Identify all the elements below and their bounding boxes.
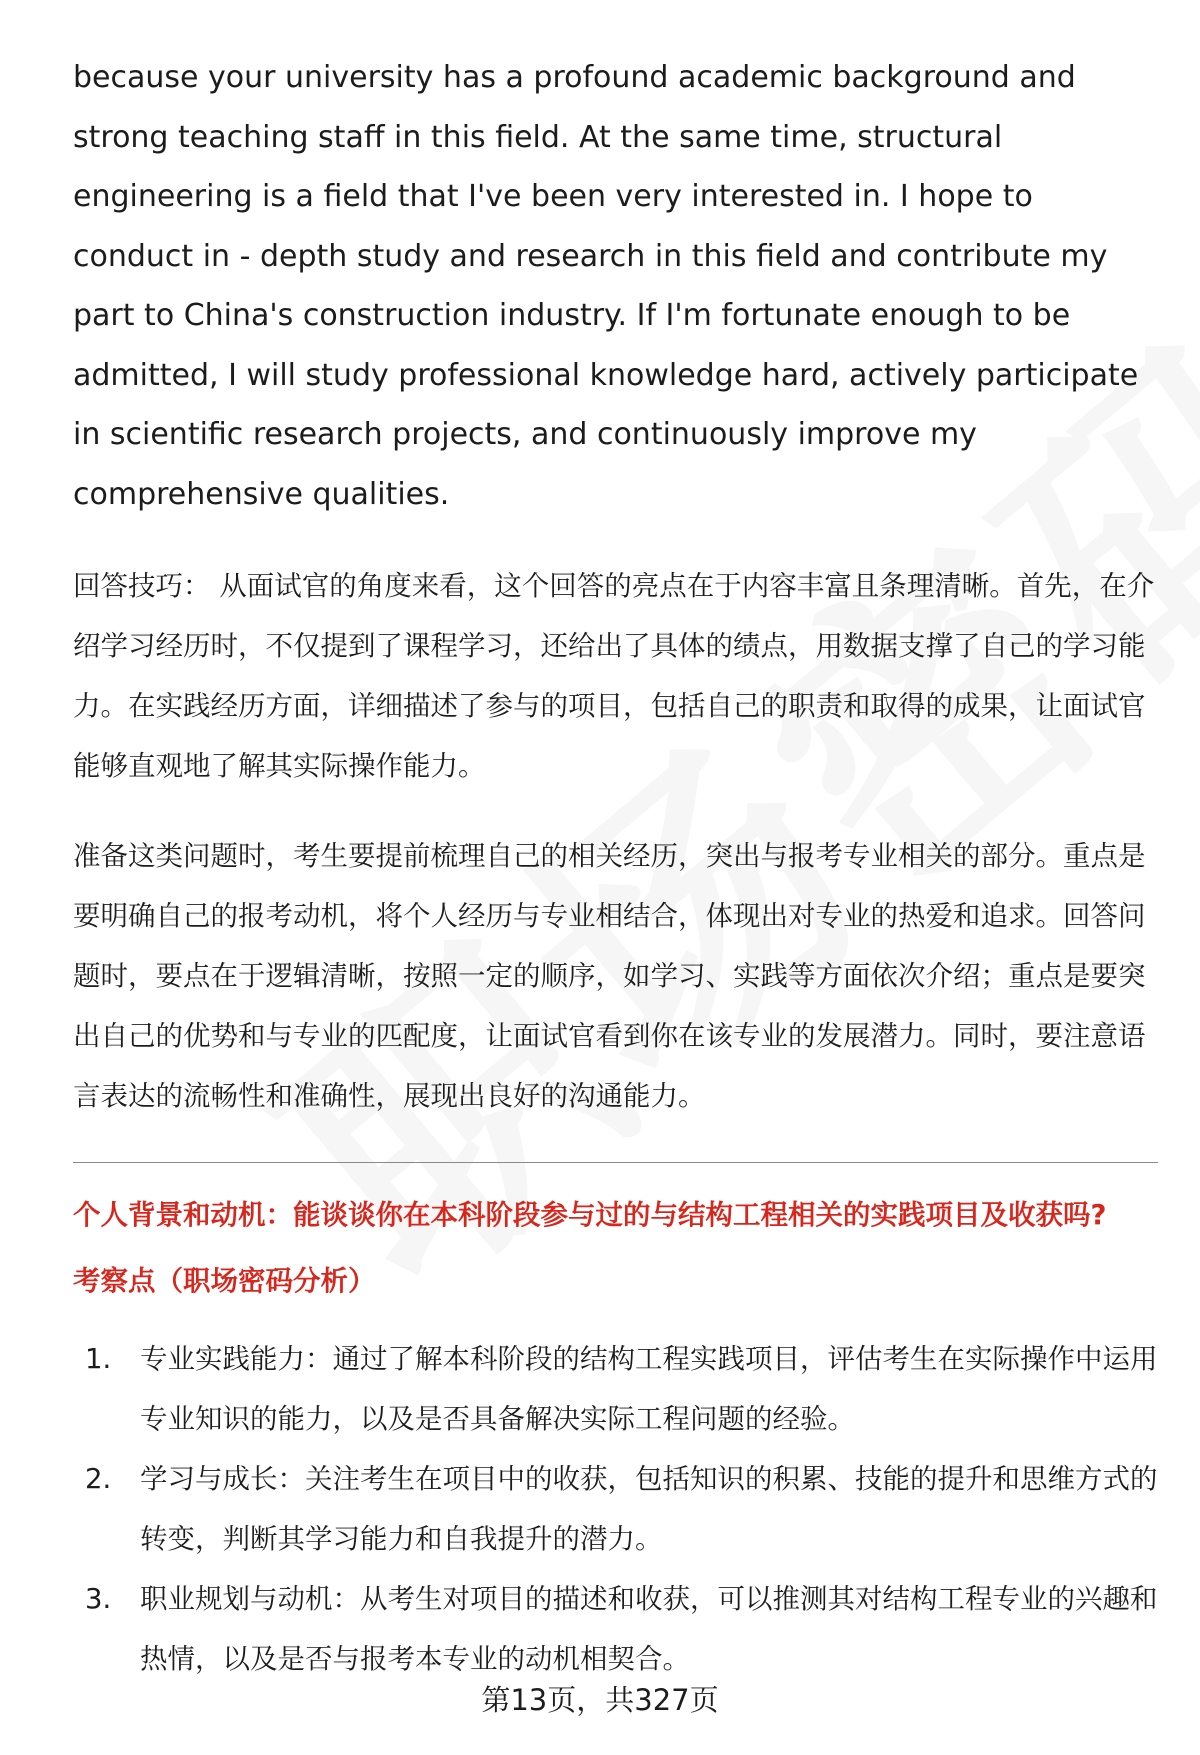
answer-tips-paragraph: 回答技巧： 从面试官的角度来看，这个回答的亮点在于内容丰富且条理清晰。首先，在介绍学习经历时，不仅提到了课程学习，还给出了具体的绩点，用数据支撑了自己的学习能力。在实践经历方面，详细描述了参与的项目，包括自己的职责和取得的成果，让面试官能够直观地了解其实际操作能力。 [73, 570, 1155, 782]
list-item [73, 1329, 1158, 1449]
list-item [73, 1449, 1158, 1569]
english-answer-paragraph: because your university has a profound academic background and strong teaching staff in this field. At the same time, structural engineering is a field that I've been very interested in. I hope to conduct in - depth study and research in this field and contribute my part to China's construction industry. If I'm fortunate enough to be admitted, I will study professional knowledge hard, actively participate in scientific research projects, and continuously improve my comprehensive qualities. [73, 60, 1139, 512]
list-item-number: 3. [85, 1583, 112, 1615]
preparation-advice-paragraph: 准备这类问题时，考生要提前梳理自己的相关经历，突出与报考专业相关的部分。重点是要明确自己的报考动机，将个人经历与专业相结合，体现出对专业的热爱和追求。回答问题时，要点在于逻辑清晰，按照一定的顺序，如学习、实践等方面依次介绍；重点是要突出自己的优势和与专业的匹配度，让面试官看到你在该专业的发展潜力。同时，要注意语言表达的流畅性和准确性，展现出良好的沟通能力。 [73, 840, 1146, 1112]
section-divider [73, 1162, 1158, 1163]
list-item-text: 专业实践能力：通过了解本科阶段的结构工程实践项目，评估考生在实际操作中运用专业知识的能力，以及是否具备解决实际工程问题的经验。 [140, 1343, 1158, 1435]
list-item-number: 1. [85, 1343, 112, 1375]
list-item-text: 职业规划与动机：从考生对项目的描述和收获，可以推测其对结构工程专业的兴趣和热情，以及是否与报考本专业的动机相契合。 [140, 1583, 1158, 1675]
question-heading: 个人背景和动机：能谈谈你在本科阶段参与过的与结构工程相关的实践项目及收获吗? [73, 1199, 1107, 1231]
list-item [73, 1569, 1158, 1689]
list-item-number: 2. [85, 1463, 112, 1495]
assessment-points-title: 考察点（职场密码分析） [73, 1265, 376, 1297]
page-content [73, 48, 1158, 1689]
page-number-footer: 第13页，共327页 [481, 1683, 719, 1717]
list-item-text: 学习与成长：关注考生在项目中的收获，包括知识的积累、技能的提升和思维方式的转变，判断其学习能力和自我提升的潜力。 [140, 1463, 1158, 1555]
assessment-points-list [73, 1329, 1158, 1689]
